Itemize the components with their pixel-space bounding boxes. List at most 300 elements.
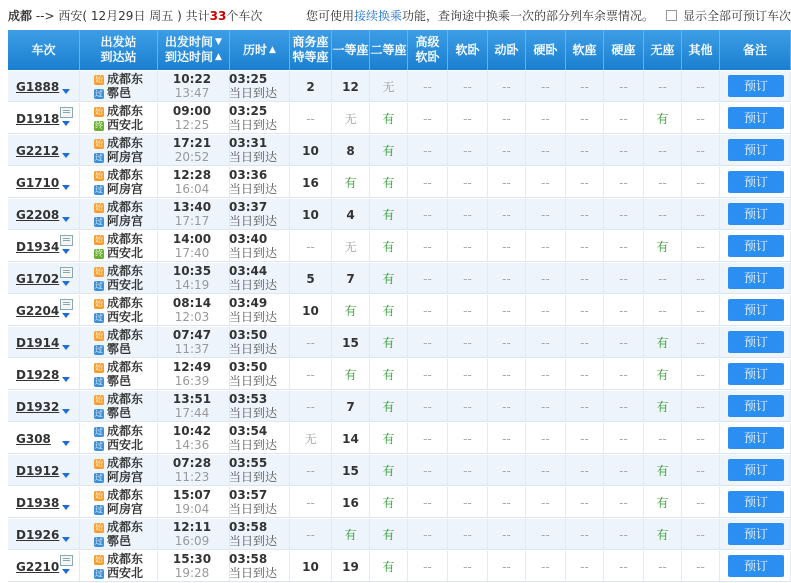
chevron-down-icon[interactable]	[62, 345, 70, 350]
train-number-link[interactable]: D1912	[16, 464, 60, 478]
seat-availability: --	[658, 559, 667, 574]
seat-availability: --	[541, 111, 550, 126]
chevron-down-icon[interactable]	[62, 473, 70, 478]
seat-availability: 无	[344, 112, 357, 126]
seat-availability: --	[580, 143, 589, 158]
seat-availability: --	[658, 431, 667, 446]
seat-availability: --	[696, 335, 705, 350]
seat-availability: 10	[302, 207, 319, 222]
seat-availability: --	[696, 527, 705, 542]
col-second-cell	[370, 167, 408, 198]
seat-availability: 有	[344, 368, 357, 382]
col-other-cell	[682, 199, 720, 230]
arrival-day: 当日到达	[229, 438, 278, 452]
train-row	[8, 327, 791, 358]
seat-availability: 4	[346, 207, 355, 222]
seat-availability: --	[619, 207, 628, 222]
seat-availability: --	[541, 239, 550, 254]
arrival-day: 当日到达	[229, 86, 278, 100]
seat-availability: --	[619, 271, 628, 286]
seat-availability: --	[619, 239, 628, 254]
train-times	[169, 424, 215, 452]
station-type-badge: 始	[95, 491, 103, 500]
station-name: 成都东	[107, 264, 144, 278]
col-soft-seat-cell	[566, 167, 604, 198]
train-number-link[interactable]: G1710	[16, 176, 60, 190]
station-name: 西安北	[107, 246, 144, 260]
trip-duration	[229, 136, 289, 164]
arrival-time: 14:36	[174, 438, 210, 452]
duration-value: 03:25	[229, 72, 268, 86]
seat-availability: --	[580, 527, 589, 542]
book-button[interactable]: 预订	[728, 203, 784, 225]
col-hard-sleeper-header	[526, 30, 566, 70]
seat-availability: --	[580, 335, 589, 350]
seat-availability: --	[463, 175, 472, 190]
book-button[interactable]: 预订	[728, 75, 784, 97]
col-second-cell	[370, 135, 408, 166]
train-number-link[interactable]: G2212	[16, 144, 60, 158]
col-soft-seat-cell	[566, 231, 604, 262]
train-times	[169, 200, 215, 228]
arrival-station	[94, 150, 143, 164]
col-bullet-sleeper-cell	[488, 551, 526, 582]
arrival-day: 当日到达	[229, 118, 278, 132]
seat-availability: --	[580, 79, 589, 94]
chevron-down-icon[interactable]	[62, 569, 70, 574]
seat-availability: --	[463, 239, 472, 254]
col-premium-soft-sleeper-cell	[408, 551, 448, 582]
seat-availability: --	[423, 239, 432, 254]
seat-availability: --	[463, 335, 472, 350]
seat-availability: 有	[656, 528, 669, 542]
stopover-note-icon[interactable]	[60, 555, 73, 566]
train-number-link[interactable]: G2210	[16, 560, 60, 574]
seat-availability: 12	[342, 79, 359, 94]
column-label: 备注	[742, 42, 767, 57]
seat-availability: --	[463, 207, 472, 222]
seat-availability: --	[619, 431, 628, 446]
seat-availability: --	[423, 175, 432, 190]
arrival-station	[94, 406, 143, 420]
col-first-cell	[332, 71, 370, 102]
station-name: 成都东	[107, 296, 144, 310]
station-pair	[94, 136, 143, 164]
seat-availability: 7	[346, 271, 355, 286]
col-no-seat-cell	[644, 391, 682, 422]
book-button[interactable]: 预订	[728, 331, 784, 353]
train-times	[169, 552, 215, 580]
col-hard-sleeper-cell	[526, 231, 566, 262]
seat-availability: --	[306, 463, 315, 478]
col-no-seat-cell	[644, 359, 682, 390]
seat-availability: --	[502, 495, 511, 510]
column-label: 其他	[688, 42, 713, 57]
arrival-day: 当日到达	[229, 406, 278, 420]
col-first-cell	[332, 359, 370, 390]
chevron-down-icon[interactable]	[62, 89, 70, 94]
seat-availability: --	[541, 335, 550, 350]
col-other-cell	[682, 423, 720, 454]
station-type-badge: 始	[95, 267, 103, 276]
train-row	[8, 391, 791, 422]
column-label: 硬座	[611, 42, 636, 57]
col-hard-sleeper-cell	[526, 391, 566, 422]
seat-availability: --	[423, 399, 432, 414]
departure-station	[94, 168, 143, 182]
stopover-note-icon[interactable]	[60, 267, 73, 278]
col-soft-seat-cell	[566, 423, 604, 454]
station-pair	[94, 168, 143, 196]
travel-date: ( 12月29日 周五 )	[82, 9, 182, 23]
train-number-link[interactable]: G2208	[16, 208, 60, 222]
chevron-down-icon[interactable]	[62, 537, 70, 542]
col-premium-soft-sleeper-cell	[408, 327, 448, 358]
col-business-header	[290, 30, 332, 70]
seat-availability: 有	[382, 368, 395, 382]
train-row	[8, 199, 791, 230]
col-soft-sleeper-cell	[448, 295, 488, 326]
sort-ascending-icon[interactable]: ▲	[269, 44, 276, 55]
col-other-cell	[682, 327, 720, 358]
train-row	[8, 231, 791, 262]
seat-availability: --	[502, 207, 511, 222]
station-type-badge: 过	[95, 569, 103, 578]
seat-availability: 有	[382, 144, 395, 158]
seat-availability: --	[580, 495, 589, 510]
arrival-time: 11:23	[174, 470, 210, 484]
col-second-cell	[370, 231, 408, 262]
col-first-cell	[332, 423, 370, 454]
book-button[interactable]: 预订	[728, 523, 784, 545]
train-number-link[interactable]: D1938	[16, 496, 60, 510]
train-number-link[interactable]: G308	[16, 432, 51, 446]
column-label: 无座	[650, 42, 675, 57]
departure-station	[94, 72, 143, 86]
col-bullet-sleeper-cell	[488, 423, 526, 454]
station-name: 阿房宫	[107, 502, 144, 516]
station-name: 鄠邑	[107, 374, 132, 388]
book-button[interactable]: 预订	[728, 395, 784, 417]
col-hard-sleeper-cell	[526, 199, 566, 230]
duration-value: 03:53	[229, 392, 268, 406]
seat-availability: --	[463, 527, 472, 542]
trip-duration	[229, 232, 289, 260]
chevron-down-icon[interactable]	[62, 441, 70, 446]
seat-availability: --	[502, 399, 511, 414]
col-soft-seat-cell	[566, 519, 604, 550]
col-first-cell	[332, 199, 370, 230]
col-premium-soft-sleeper-header	[408, 30, 448, 70]
col-hard-seat-cell	[604, 423, 644, 454]
col-bullet-sleeper-header	[488, 30, 526, 70]
station-type-badge: 始	[95, 395, 103, 404]
col-business-cell	[290, 71, 332, 102]
col-premium-soft-sleeper-cell	[408, 71, 448, 102]
transfer-tip	[306, 7, 654, 24]
sort-toggle-icon[interactable]: ▼ ▲	[215, 37, 222, 62]
station-name: 成都东	[107, 72, 144, 86]
arrival-station	[94, 310, 143, 324]
seat-availability: --	[580, 239, 589, 254]
seat-availability: --	[463, 495, 472, 510]
trip-duration	[229, 104, 289, 132]
col-other-cell	[682, 551, 720, 582]
book-button[interactable]: 预订	[728, 235, 784, 257]
train-number-link[interactable]: G1702	[16, 272, 60, 286]
departure-time: 12:11	[172, 520, 212, 534]
book-button[interactable]: 预订	[728, 107, 784, 129]
station-type-badge: 过	[95, 281, 103, 290]
seat-availability: --	[619, 111, 628, 126]
seat-availability: 有	[344, 304, 357, 318]
station-type-badge: 始	[95, 139, 103, 148]
trip-duration	[229, 328, 289, 356]
chevron-down-icon[interactable]	[62, 153, 70, 158]
col-times-header[interactable]	[158, 30, 230, 70]
station-name: 西安北	[107, 118, 144, 132]
book-button[interactable]: 预订	[728, 363, 784, 385]
col-hard-seat-cell	[604, 551, 644, 582]
col-other-cell	[682, 359, 720, 390]
col-no-seat-cell	[644, 487, 682, 518]
chevron-down-icon[interactable]	[62, 281, 70, 286]
stopover-note-icon[interactable]	[60, 299, 73, 310]
col-business-cell	[290, 359, 332, 390]
col-premium-soft-sleeper-cell	[408, 103, 448, 134]
arrival-day: 当日到达	[229, 502, 278, 516]
seat-availability: --	[696, 303, 705, 318]
column-label: 软卧	[455, 42, 480, 57]
col-first-cell	[332, 263, 370, 294]
station-name: 成都东	[107, 488, 144, 502]
col-premium-soft-sleeper-cell	[408, 391, 448, 422]
seat-availability: 有	[382, 112, 395, 126]
seat-availability: --	[541, 559, 550, 574]
train-number-link[interactable]: D1934	[16, 240, 60, 254]
train-number-link[interactable]: D1914	[16, 336, 60, 350]
chevron-down-icon[interactable]	[62, 313, 70, 318]
col-duration-header[interactable]	[230, 30, 290, 70]
arrival-time: 16:04	[174, 182, 210, 196]
book-button[interactable]: 预订	[728, 427, 784, 449]
col-hard-seat-cell	[604, 391, 644, 422]
train-row	[8, 551, 791, 582]
seat-availability: 有	[382, 496, 395, 510]
departure-time: 10:42	[172, 424, 212, 438]
book-button[interactable]: 预订	[728, 459, 784, 481]
chevron-down-icon[interactable]	[62, 377, 70, 382]
column-label: 二等座	[370, 42, 407, 57]
arrival-station	[94, 470, 143, 484]
seat-availability: 有	[382, 464, 395, 478]
arrival-time: 19:28	[174, 566, 210, 580]
departure-station	[94, 520, 143, 534]
seat-availability: --	[580, 559, 589, 574]
train-number-link[interactable]: G2204	[16, 304, 60, 318]
train-number-link[interactable]: G1888	[16, 80, 60, 94]
arrival-time: 17:44	[174, 406, 210, 420]
chevron-down-icon[interactable]	[62, 121, 70, 126]
train-row	[8, 455, 791, 486]
book-button[interactable]: 预订	[728, 299, 784, 321]
col-no-seat-cell	[644, 295, 682, 326]
station-type-badge: 过	[95, 217, 103, 226]
col-premium-soft-sleeper-cell	[408, 135, 448, 166]
chevron-down-icon[interactable]	[62, 505, 70, 510]
train-number-link[interactable]: D1928	[16, 368, 60, 382]
seat-availability: --	[423, 527, 432, 542]
train-times	[169, 264, 215, 292]
train-number-link[interactable]: D1932	[16, 400, 60, 414]
train-times	[169, 360, 215, 388]
seat-availability: --	[619, 303, 628, 318]
col-second-cell	[370, 423, 408, 454]
departure-time: 08:14	[172, 296, 212, 310]
trip-duration	[229, 424, 289, 452]
station-type-badge: 终	[95, 121, 103, 130]
arrival-day: 当日到达	[229, 566, 278, 580]
seat-availability: 7	[346, 399, 355, 414]
col-bullet-sleeper-cell	[488, 455, 526, 486]
station-name: 鄠邑	[107, 534, 132, 548]
show-all-toggle[interactable]	[666, 7, 791, 24]
col-other-cell	[682, 167, 720, 198]
seat-availability: 有	[382, 400, 395, 414]
seat-availability: --	[619, 143, 628, 158]
seat-availability: --	[541, 207, 550, 222]
duration-value: 03:58	[229, 552, 268, 566]
arrival-time: 14:19	[174, 278, 210, 292]
stopover-note-icon[interactable]	[60, 107, 73, 118]
arrival-day: 当日到达	[229, 182, 278, 196]
departure-time: 10:35	[172, 264, 212, 278]
station-pair	[94, 488, 143, 516]
station-name: 西安北	[107, 278, 144, 292]
arrival-time: 17:17	[174, 214, 210, 228]
chevron-down-icon[interactable]	[62, 249, 70, 254]
seat-availability: 有	[344, 176, 357, 190]
station-type-badge: 始	[95, 363, 103, 372]
arrival-station	[94, 534, 143, 548]
station-name: 成都东	[107, 168, 144, 182]
duration-value: 03:25	[229, 104, 268, 118]
col-business-cell	[290, 391, 332, 422]
station-type-badge: 始	[95, 523, 103, 532]
col-bullet-sleeper-cell	[488, 71, 526, 102]
trip-duration	[229, 488, 289, 516]
departure-station	[94, 456, 143, 470]
train-number-link[interactable]: D1918	[16, 112, 60, 126]
trip-duration	[229, 392, 289, 420]
arrival-day: 当日到达	[229, 374, 278, 388]
station-type-badge: 过	[95, 505, 103, 514]
seat-availability: --	[423, 463, 432, 478]
from-city: 成都	[8, 9, 33, 23]
col-no-seat-cell	[644, 167, 682, 198]
train-row	[8, 487, 791, 518]
seat-availability: 5	[306, 271, 315, 286]
chevron-down-icon[interactable]	[62, 409, 70, 414]
arrival-station	[94, 278, 143, 292]
duration-value: 03:31	[229, 136, 268, 150]
station-type-badge: 始	[95, 171, 103, 180]
duration-value: 03:50	[229, 328, 268, 342]
book-button[interactable]: 预订	[728, 267, 784, 289]
stopover-note-icon[interactable]	[60, 235, 73, 246]
station-name: 阿房宫	[107, 470, 144, 484]
book-button[interactable]: 预订	[728, 555, 784, 577]
col-no-seat-cell	[644, 455, 682, 486]
transfer-link[interactable]: 接续换乘	[354, 9, 403, 23]
station-name: 成都东	[107, 136, 144, 150]
col-remarks-header	[720, 30, 791, 70]
trip-duration	[229, 520, 289, 548]
book-button[interactable]: 预订	[728, 171, 784, 193]
col-hard-sleeper-cell	[526, 455, 566, 486]
seat-availability: --	[541, 303, 550, 318]
col-other-cell	[682, 103, 720, 134]
trip-duration	[229, 72, 289, 100]
station-type-badge: 过	[95, 345, 103, 354]
seat-availability: --	[306, 335, 315, 350]
departure-station	[94, 424, 143, 438]
col-business-cell	[290, 135, 332, 166]
chevron-down-icon[interactable]	[62, 217, 70, 222]
station-pair	[94, 360, 143, 388]
col-business-cell	[290, 199, 332, 230]
departure-station	[94, 296, 143, 310]
duration-value: 03:58	[229, 520, 268, 534]
train-number-link[interactable]: D1926	[16, 528, 60, 542]
seat-availability: --	[696, 463, 705, 478]
seat-availability: --	[423, 303, 432, 318]
col-no-seat-cell	[644, 199, 682, 230]
col-soft-seat-cell	[566, 103, 604, 134]
station-name: 成都东	[107, 200, 144, 214]
station-type-badge: 过	[95, 427, 103, 436]
seat-availability: 无	[382, 80, 395, 94]
column-label: 历时	[243, 42, 268, 57]
show-all-checkbox[interactable]	[666, 10, 677, 21]
col-hard-seat-cell	[604, 455, 644, 486]
station-name: 成都东	[107, 424, 144, 438]
chevron-down-icon[interactable]	[62, 185, 70, 190]
seat-availability: 无	[304, 432, 317, 446]
seat-availability: --	[658, 271, 667, 286]
seat-availability: --	[619, 527, 628, 542]
book-button[interactable]: 预订	[728, 139, 784, 161]
col-hard-seat-cell	[604, 71, 644, 102]
col-second-header	[370, 30, 408, 70]
col-soft-sleeper-header	[448, 30, 488, 70]
seat-availability: 有	[382, 272, 395, 286]
seat-availability: --	[580, 399, 589, 414]
station-name: 成都东	[107, 520, 144, 534]
departure-station	[94, 232, 143, 246]
seat-availability: 有	[656, 400, 669, 414]
col-premium-soft-sleeper-cell	[408, 487, 448, 518]
seat-availability: --	[696, 111, 705, 126]
seat-availability: --	[541, 143, 550, 158]
seat-availability: --	[423, 335, 432, 350]
train-row	[8, 295, 791, 326]
train-row	[8, 263, 791, 294]
col-hard-seat-cell	[604, 359, 644, 390]
seat-availability: 有	[382, 336, 395, 350]
col-soft-seat-cell	[566, 327, 604, 358]
book-button[interactable]: 预订	[728, 491, 784, 513]
